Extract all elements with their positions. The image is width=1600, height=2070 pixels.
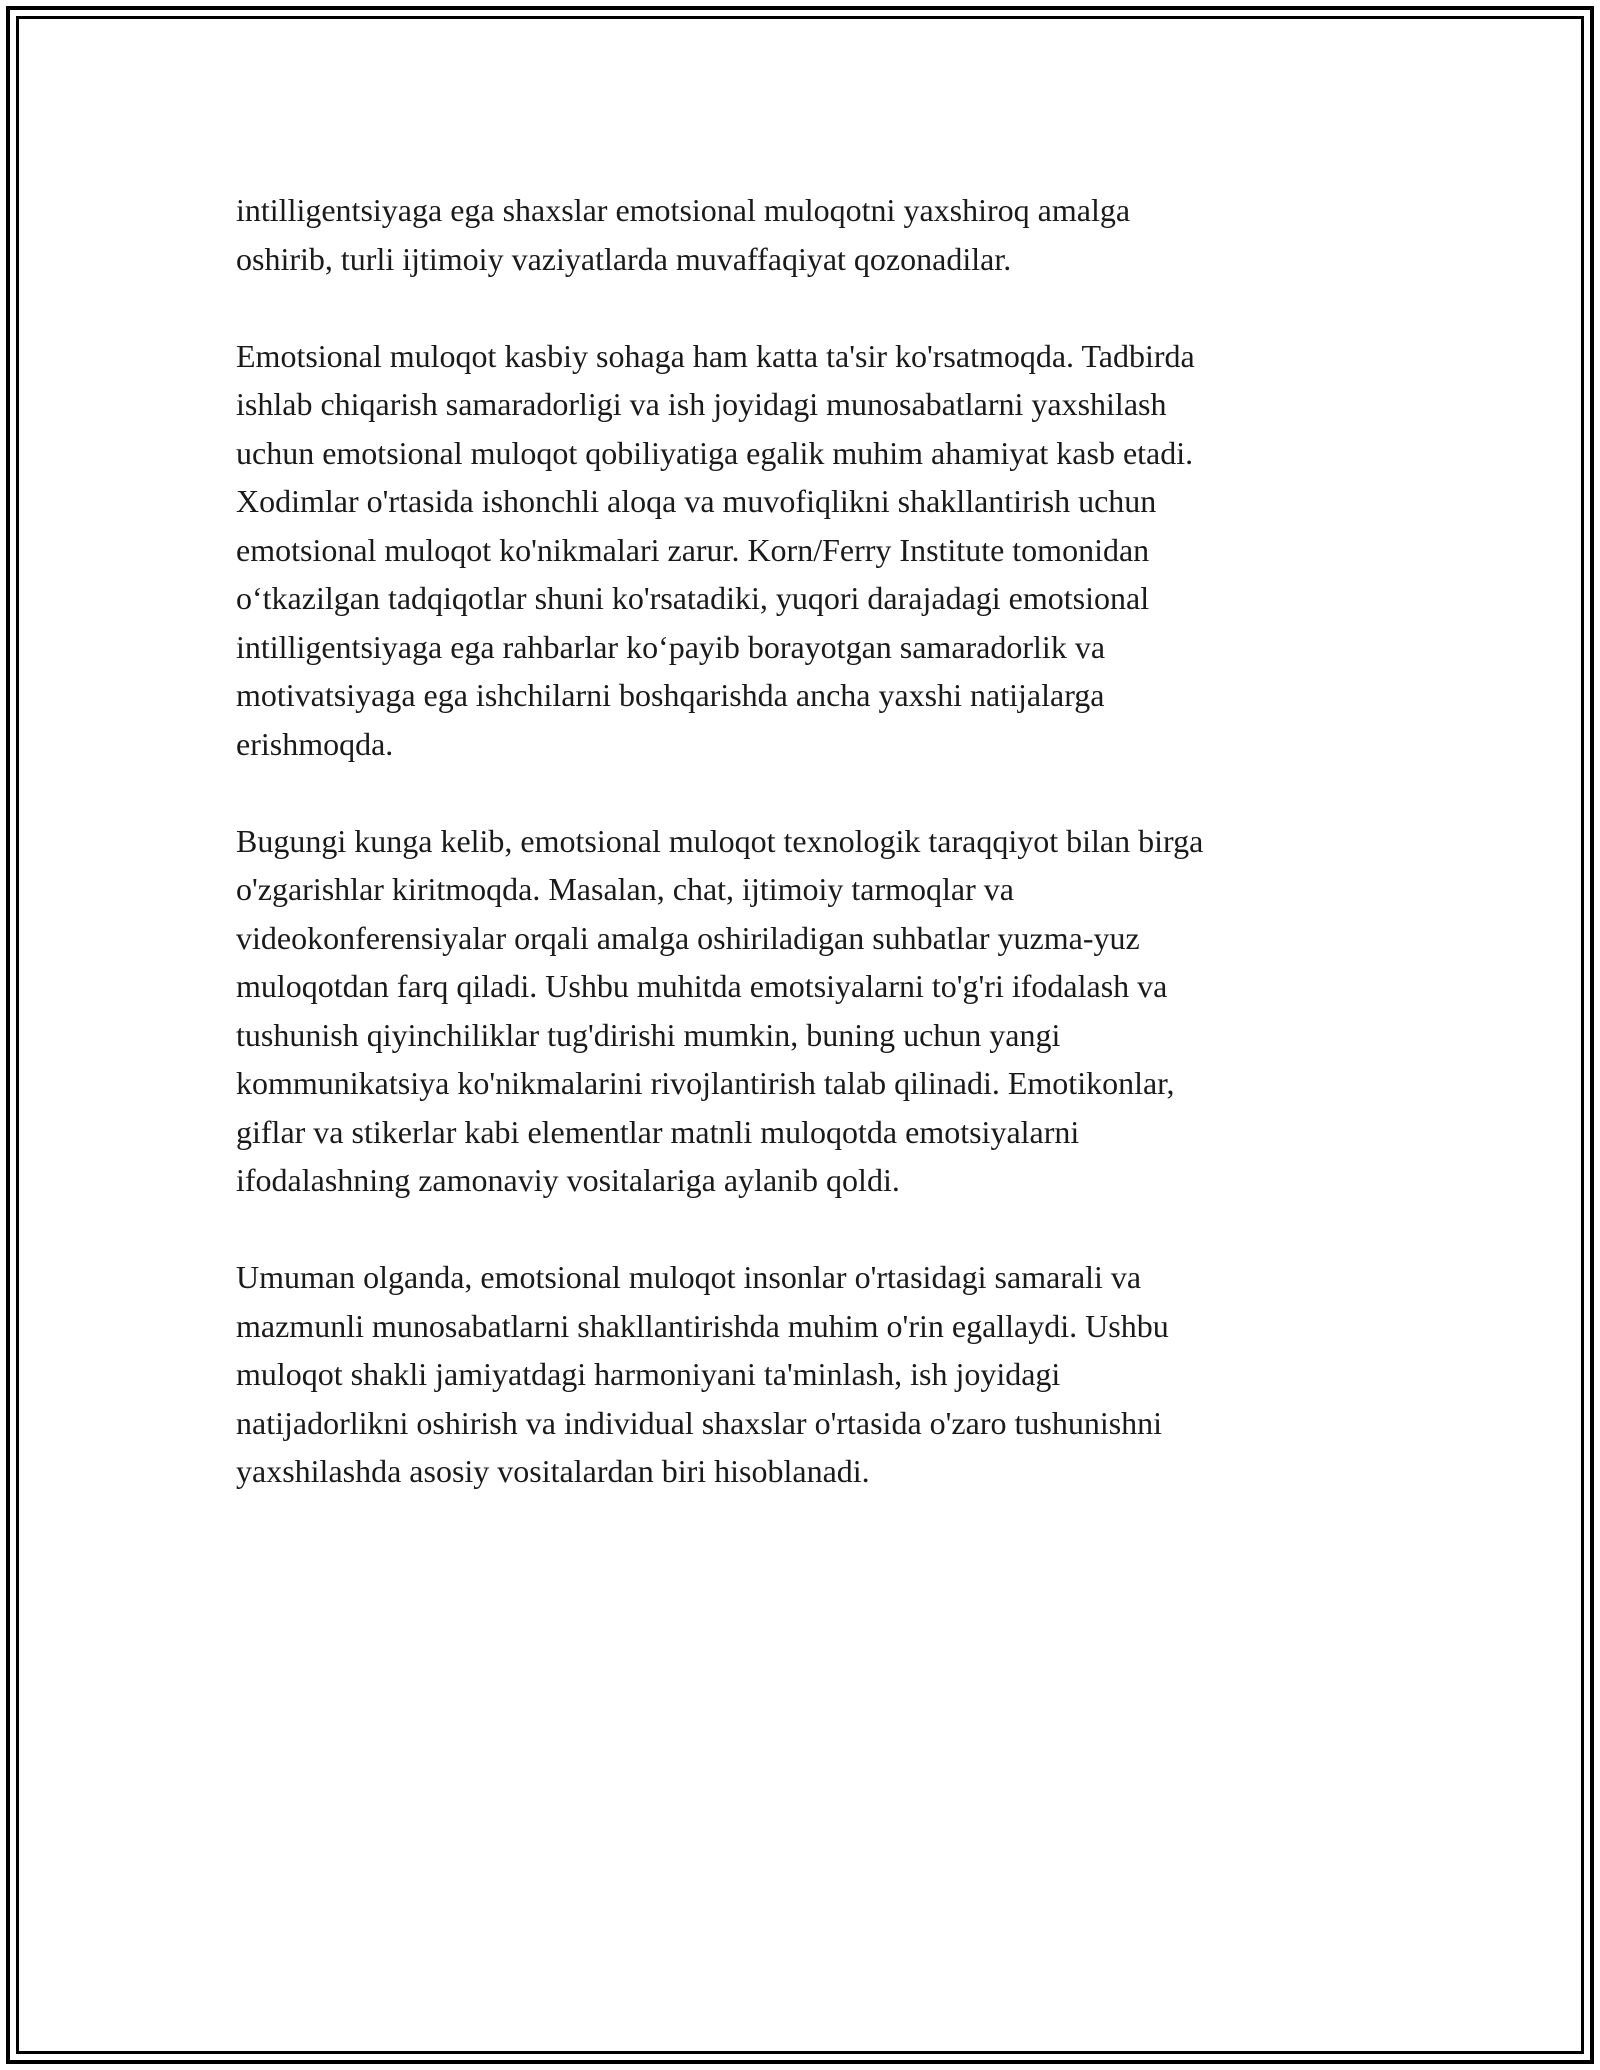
text-line: natijadorlikni oshirish va individual shaxslar o'rtasida o'zaro tushunishni	[236, 1404, 1163, 1441]
text-line: emotsional muloqot ko'nikmalari zarur. Korn/Ferry Institute tomonidan	[236, 531, 1150, 568]
text-line: intilligentsiyaga ega shaxslar emotsional muloqotni yaxshiroq amalga	[236, 192, 1131, 228]
text-line: intilligentsiyaga ega rahbarlar ko‘payib borayotgan samaradorlik va	[236, 628, 1106, 665]
text-line: mazmunli munosabatlarni shakllantirishda muhim o'rin egallaydi. Ushbu	[236, 1307, 1169, 1344]
text-line: erishmoqda.	[236, 725, 394, 762]
text-line: motivatsiyaga ega ishchilarni boshqarishda ancha yaxshi natijalarga	[236, 677, 1105, 713]
text-line: ishlab chiqarish samaradorligi va ish joyidagi munosabatlarni yaxshilash	[236, 386, 1167, 422]
text-line: o‘tkazilgan tadqiqotlar shuni ko'rsatadiki, yuqori darajadagi emotsional	[236, 580, 1150, 616]
text-line: videokonferensiyalar orqali amalga oshiriladigan suhbatlar yuzma-yuz	[236, 919, 1140, 956]
text-line: muloqot shakli jamiyatdagi harmoniyani ta'minlash, ish joyidagi	[236, 1356, 1061, 1392]
text-line: o'zgarishlar kiritmoqda. Masalan, chat, ijtimoiy tarmoqlar va	[236, 871, 1014, 907]
text-line: Xodimlar o'rtasida ishonchli aloqa va muvofiqlikni shakllantirish uchun	[236, 483, 1157, 519]
paragraph-1	[236, 186, 1396, 283]
text-line: tushunish qiyinchiliklar tug'dirishi mumkin, buning uchun yangi	[236, 1016, 1061, 1053]
text-line: Bugungi kunga kelib, emotsional muloqot texnologik taraqqiyot bilan birga	[236, 822, 1204, 859]
text-line: Umuman olganda, emotsional muloqot insonlar o'rtasidagi samarali va	[236, 1259, 1142, 1295]
text-line: kommunikatsiya ko'nikmalarini rivojlantirish talab qilinadi. Emotikonlar,	[236, 1065, 1175, 1101]
document-body	[236, 186, 1396, 1496]
text-line: oshirib, turli ijtimoiy vaziyatlarda muvaffaqiyat qozonadilar.	[236, 240, 1012, 277]
text-line: Emotsional muloqot kasbiy sohaga ham katta ta'sir ko'rsatmoqda. Tadbirda	[236, 337, 1195, 374]
paragraph-2	[236, 332, 1396, 769]
paragraph-4	[236, 1253, 1396, 1496]
text-line: uchun emotsional muloqot qobiliyatiga egalik muhim ahamiyat kasb etadi.	[236, 434, 1194, 471]
text-line: yaxshilashda asosiy vositalardan biri hisoblanadi.	[236, 1453, 870, 1489]
paragraph-3	[236, 817, 1396, 1205]
text-line: giflar va stikerlar kabi elementlar matnli muloqotda emotsiyalarni	[236, 1113, 1080, 1150]
text-line: ifodalashning zamonaviy vositalariga aylanib qoldi.	[236, 1162, 900, 1198]
text-line: muloqotdan farq qiladi. Ushbu muhitda emotsiyalarni to'g'ri ifodalash va	[236, 968, 1168, 1004]
